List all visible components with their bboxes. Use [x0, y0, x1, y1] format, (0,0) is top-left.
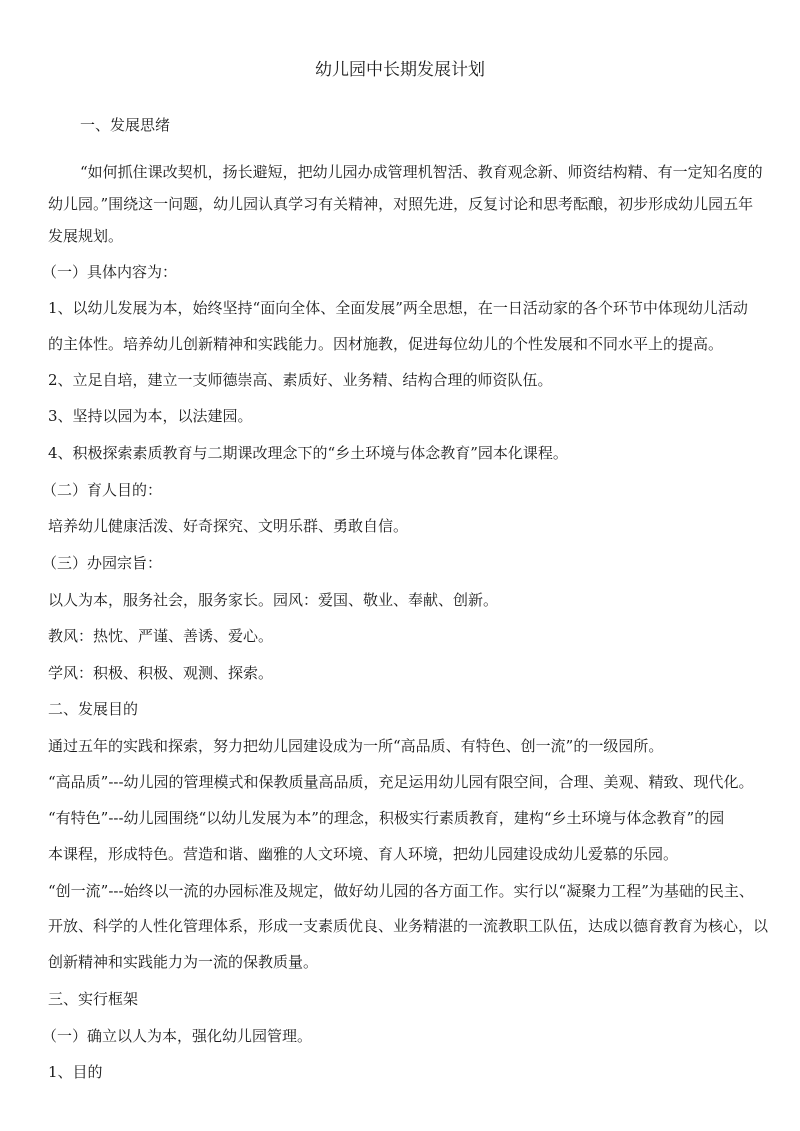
paragraph-line: 1、目的 — [48, 1063, 103, 1081]
paragraph-line: 教风：热忱、严谨、善诱、爱心。 — [48, 627, 274, 645]
paragraph-line: 3、坚持以园为本，以法建园。 — [48, 407, 253, 425]
paragraph-line: “如何抓住课改契机，扬长避短，把幼儿园办成管理机智活、教育观念新、师资结构精、有一定知名度的 — [80, 163, 763, 181]
subsection-heading: （三）办园宗旨： — [42, 554, 163, 572]
paragraph-line: 1、以幼儿发展为本，始终坚持“面向全体、全面发展”两全思想，在一日活动家的各个环节中体现幼儿活动 — [48, 299, 748, 317]
paragraph-line: “创一流”---始终以一流的办园标准及规定，做好幼儿园的各方面工作。实行以“凝聚力工程”为基础的民主、 — [48, 882, 754, 900]
section-heading: 一、发展思绪 — [80, 116, 171, 134]
paragraph-line: “有特色”---幼儿园围绕“以幼儿发展为本”的理念，积极实行素质教育，建构“乡土环境与体念教育”的园 — [48, 809, 725, 827]
paragraph-line: 发展规划。 — [48, 227, 124, 245]
paragraph-line: 创新精神和实践能力为一流的保教质量。 — [48, 953, 319, 971]
subsection-heading: （二）育人目的： — [42, 481, 163, 499]
paragraph-line: 的主体性。培养幼儿创新精神和实践能力。因材施教，促进每位幼儿的个性发展和不同水平上的提高。 — [48, 335, 724, 353]
paragraph-line: “高品质”---幼儿园的管理模式和保教质量高品质，充足运用幼儿园有限空间，合理、美观、精致、现代化。 — [48, 773, 754, 791]
paragraph-line: 4、积极探索素质教育与二期课改理念下的“乡土环境与体念教育”园本化课程。 — [48, 444, 568, 462]
subsection-heading: （一）具体内容为： — [42, 263, 178, 281]
section-heading: 三、实行框架 — [48, 990, 139, 1008]
paragraph-line: 通过五年的实践和探索，努力把幼儿园建设成为一所“高品质、有特色、创一流”的一级园所。 — [48, 737, 664, 755]
paragraph-line: 培养幼儿健康活泼、好奇探究、文明乐群、勇敢自信。 — [48, 517, 409, 535]
paragraph-line: 学风：积极、积极、观测、探索。 — [48, 664, 274, 682]
section-heading: 二、发展目的 — [48, 700, 139, 718]
paragraph-line: 本课程，形成特色。营造和谐、幽雅的人文环境、育人环境，把幼儿园建设成幼儿爱慕的乐园。 — [48, 845, 679, 863]
paragraph-line: 开放、科学的人性化管理体系，形成一支素质优良、业务精湛的一流教职工队伍，达成以德育教育为核心，以 — [48, 917, 769, 935]
subsection-heading: （一）确立以人为本，强化幼儿园管理。 — [42, 1027, 313, 1045]
paragraph-line: 2、立足自培，建立一支师德崇高、素质好、业务精、结构合理的师资队伍。 — [48, 371, 553, 389]
paragraph-line: 以人为本，服务社会，服务家长。园风：爱国、敬业、奉献、创新。 — [48, 591, 499, 609]
document-title: 幼儿园中长期发展计划 — [315, 60, 485, 80]
paragraph-line: 幼儿园。”围绕这一问题，幼儿园认真学习有关精神，对照先进，反复讨论和思考酝酿，初步形成幼儿园五年 — [48, 195, 754, 213]
